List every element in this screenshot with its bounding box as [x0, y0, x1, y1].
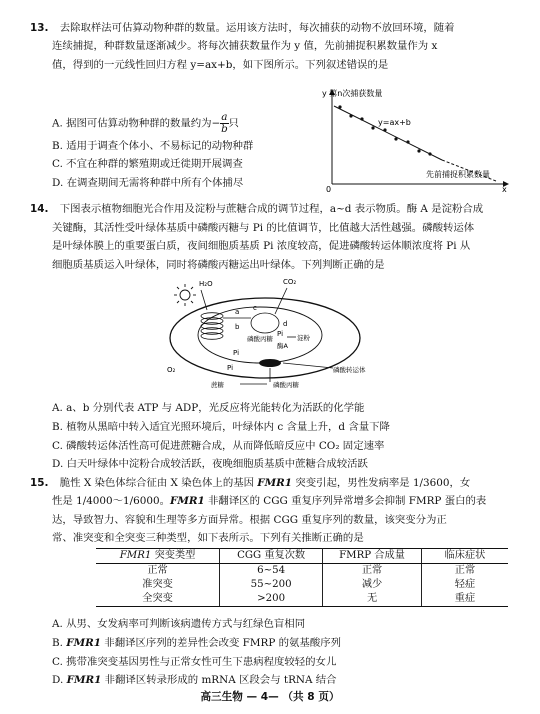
chloroplast-diagram: [165, 278, 390, 393]
co2-arrow: [275, 288, 287, 314]
regression-line: [334, 106, 442, 160]
phosphate-transporter: [259, 359, 281, 367]
gene-name: FMR1: [257, 477, 293, 489]
gene-name: FMR1: [66, 674, 102, 686]
table-cell: 6~54: [220, 564, 323, 579]
table-cell: 55~200: [220, 578, 323, 592]
co2-label: CO₂: [283, 278, 297, 286]
y-axis-label: y 第n次捕获数量: [322, 89, 383, 98]
sun-icon: [174, 284, 196, 306]
q15-number: 15.: [30, 477, 49, 489]
q15-option-b[interactable]: [52, 638, 341, 648]
data-point: [338, 105, 341, 108]
q15-line-3: 达，导致智力、容貌和生理等多方面异常。根据 CGG 重复序列的数量，该突变分为正: [52, 514, 447, 526]
table-header: 临床症状: [421, 549, 508, 564]
label-d: d: [283, 320, 288, 328]
q13-option-a-text: A. 据图可估算动物种群的数量约为−: [52, 117, 221, 130]
table-header: FMRP 合成量: [323, 549, 422, 564]
origin-label: 0: [326, 185, 332, 194]
table-cell: 正常: [96, 564, 220, 579]
pi-label-1: Pi: [277, 330, 284, 338]
q15-line-2: [52, 496, 486, 506]
q13-line-1: [30, 23, 455, 33]
q14-line-1: [30, 204, 483, 214]
table-cell: 全突变: [96, 592, 220, 607]
q14-number: 14.: [30, 203, 49, 215]
data-point: [428, 152, 431, 155]
q15-option-b-text: 非翻译区序列的差异性会改变 FMRP 的氨基酸序列: [101, 637, 341, 649]
q13-number: 13.: [30, 22, 49, 34]
table-cell: 无: [323, 592, 422, 607]
q14-line-4: 细胞质基质运入叶绿体，同时将磷酸丙糖运出叶绿体。下列判断正确的是: [52, 259, 385, 271]
table-row: [96, 564, 508, 579]
h2o-label: H₂O: [199, 280, 213, 288]
q13-option-a-tail: 只: [228, 117, 239, 130]
fraction-denominator: b: [221, 122, 228, 135]
q13-option-a[interactable]: [52, 112, 239, 135]
q15-option-a[interactable]: A. 从男、女发病率可判断该病遗传方式与红绿色盲相同: [52, 618, 306, 630]
q15-option-d[interactable]: [52, 675, 337, 685]
label-b: b: [235, 323, 240, 331]
q13-option-d[interactable]: D. 在调查期间无需将种群中所有个体捕尽: [52, 177, 244, 189]
table-cell: 减少: [323, 578, 422, 592]
sucrose-label: 蔗糖: [211, 381, 224, 389]
enzyme-a-label: 酶A: [277, 342, 288, 350]
label-a: a: [235, 308, 240, 316]
o2-label: O₂: [167, 366, 176, 374]
pi-label-2: Pi: [233, 349, 240, 357]
mutation-table: [96, 548, 508, 607]
page-footer: 高三生物 — 4— （共 8 页）: [200, 691, 340, 703]
q13-text-1: 去除取样法可估算动物种群的数量。运用该方法时，每次捕获的动物不放回环境，随着: [59, 22, 455, 34]
grana-stack: [201, 313, 223, 340]
table-cell: 正常: [421, 564, 508, 579]
table-cell: 准突变: [96, 578, 220, 592]
q15-line-1: [30, 478, 470, 488]
q13-line-3: 值，得到的一元线性回归方程 y=ax+b，如下图所示。下列叙述错误的是: [52, 59, 389, 71]
table-header: FMR1 突变类型: [96, 549, 220, 564]
q15-text-2b: 非翻译区的 CGG 重复序列异常增多会抑制 FMRP 蛋白的表: [204, 495, 487, 507]
triose-label: 磷酸丙糖: [247, 335, 273, 343]
data-point: [360, 117, 363, 120]
q13-option-c[interactable]: C. 不宜在种群的繁殖期或迁徙期开展调查: [52, 158, 243, 170]
table-cell: 正常: [323, 564, 422, 579]
table-cell: >200: [220, 592, 323, 607]
triose-label-2: 磷酸丙糖: [273, 381, 299, 389]
gene-name: FMR1: [66, 637, 101, 649]
data-point: [349, 114, 352, 117]
q14-option-c[interactable]: C. 磷酸转运体活性高可促进蔗糖合成，从而降低暗反应中 CO₂ 固定速率: [52, 440, 385, 452]
q15-option-d-text: 非翻译区转录形成的 mRNA 区段会与 tRNA 结合: [101, 674, 337, 686]
q14-option-b[interactable]: B. 植物从黑暗中转入适宜光照环境后，叶绿体内 c 含量上升，d 含量下降: [52, 421, 390, 433]
data-point: [417, 149, 420, 152]
data-point: [371, 126, 374, 129]
option-prefix: D.: [52, 674, 67, 686]
data-point: [406, 140, 409, 143]
q13-line-2: 连续捕捉，种群数量逐渐减少。将每次捕获数量作为 y 值，先前捕捉积累数量作为 x: [52, 40, 438, 52]
label-c: c: [253, 304, 257, 312]
transporter-pointer: [283, 363, 333, 368]
regression-graph: [318, 84, 518, 194]
fraction: [220, 112, 228, 135]
q14-option-d[interactable]: D. 白天叶绿体中淀粉合成较活跃，夜晚细胞质基质中蔗糖合成较活跃: [52, 458, 368, 470]
q15-text-2a: 性是 1/4000～1/6000。: [52, 495, 170, 507]
x-axis-symbol: x: [502, 185, 507, 194]
q14-option-a[interactable]: A. a、b 分别代表 ATP 与 ADP，光反应将光能转化为活跃的化学能: [52, 402, 365, 414]
table-row: [96, 578, 508, 592]
q14-text-1: 下图表示植物细胞光合作用及淀粉与蔗糖合成的调节过程，a~d 表示物质。酶 A 是淀粉合成: [59, 203, 484, 215]
data-point: [394, 137, 397, 140]
table-header: CGG 重复次数: [220, 549, 323, 564]
q14-line-2: 关键酶，其活性受叶绿体基质中磷酸丙糖与 Pi 的比值调节，比值越大活性越强。磷酸转运体: [52, 222, 475, 234]
q15-text-1a: 脆性 X 染色体综合征由 X 染色体上的基因: [59, 477, 258, 489]
transporter-label: 磷酸转运体: [333, 366, 366, 374]
table-header-row: [96, 549, 508, 564]
q15-line-4: 常、准突变和全突变三种类型，如下表所示。下列有关推断正确的是: [52, 532, 364, 544]
table-row: [96, 592, 508, 607]
calvin-cycle: [251, 313, 279, 333]
starch-label: 淀粉: [297, 334, 310, 342]
option-prefix: B.: [52, 637, 67, 649]
x-axis-label: 先前捕捉积累数量: [426, 170, 490, 179]
gene-name: FMR1: [169, 495, 205, 507]
q13-option-b[interactable]: B. 适用于调查个体小、不易标记的动物种群: [52, 140, 254, 152]
table-cell: 重症: [421, 592, 508, 607]
table-cell: 轻症: [421, 578, 508, 592]
pi-label-3: Pi: [227, 364, 234, 372]
q14-line-3: 是叶绿体膜上的重要蛋白质，夜间细胞质基质 Pi 浓度较高，促进磷酸转运体顺浓度将 Pi 从: [52, 240, 471, 252]
q15-option-c[interactable]: C. 携带准突变基因男性与正常女性可生下患病程度较轻的女儿: [52, 656, 337, 668]
q15-text-1b: 突变引起，男性发病率是 1/3600，女: [292, 477, 471, 489]
equation-label: y=ax+b: [378, 118, 411, 127]
fraction-numerator: a: [221, 111, 228, 123]
data-point: [383, 128, 386, 131]
